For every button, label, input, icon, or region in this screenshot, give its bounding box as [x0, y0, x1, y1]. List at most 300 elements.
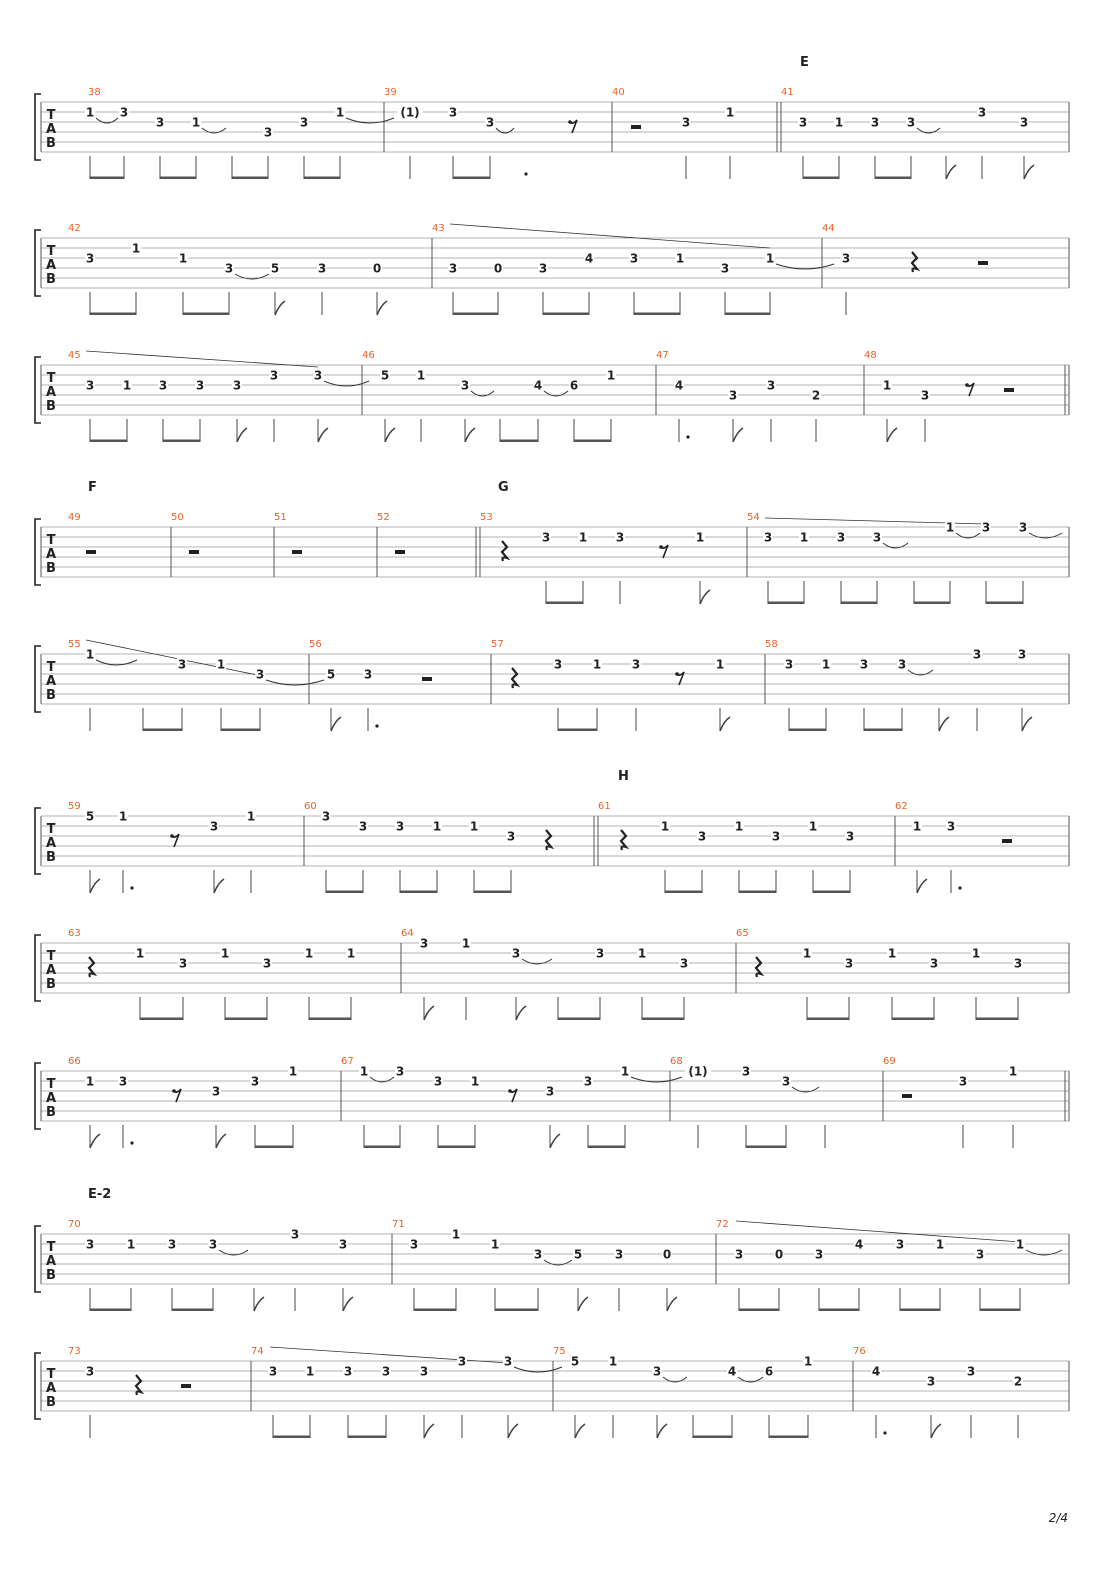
- fret-number: 3: [343, 1364, 353, 1379]
- fret-number: 3: [232, 378, 242, 393]
- fret-number: 3: [906, 115, 916, 130]
- rhythm-beam: [558, 729, 597, 732]
- measure-number: 66: [68, 1056, 81, 1067]
- eighth-flag: [946, 165, 956, 179]
- fret-number: 3: [433, 1074, 443, 1089]
- rhythm-beam: [309, 1018, 351, 1021]
- fret-number: 3: [615, 530, 625, 545]
- eighth-flag: [331, 717, 341, 731]
- fret-number: 3: [679, 956, 689, 971]
- rhythm-beam: [348, 1436, 386, 1439]
- fret-number: 3: [958, 1074, 968, 1089]
- fret-number: 1: [945, 520, 955, 535]
- fret-number: 3: [178, 956, 188, 971]
- fret-number: 3: [814, 1247, 824, 1262]
- measure-number: 45: [68, 350, 81, 361]
- fret-number: 3: [511, 946, 521, 961]
- tab-clef-letter: T: [46, 244, 56, 259]
- measure-number: 49: [68, 512, 81, 523]
- eighth-flag: [465, 428, 475, 442]
- rhythm-beam: [574, 440, 611, 443]
- rhythm-beam: [980, 1309, 1020, 1312]
- fret-number: 3: [177, 657, 187, 672]
- measure: [612, 87, 735, 179]
- quarter-rest: [546, 830, 551, 850]
- fret-number: 1: [799, 530, 809, 545]
- fret-number: 3: [629, 251, 639, 266]
- tab-clef-letter: A: [45, 122, 57, 137]
- fret-number: 3: [448, 105, 458, 120]
- eighth-flag: [667, 1297, 677, 1311]
- fret-number: 1: [660, 819, 670, 834]
- rhythm-beam: [400, 891, 437, 894]
- fret-number: 3: [419, 936, 429, 951]
- measure-number: 46: [362, 350, 375, 361]
- rhythm-beam: [841, 602, 877, 605]
- eighth-flag: [214, 879, 224, 893]
- fret-number: 1: [882, 378, 892, 393]
- eighth-flag: [657, 1424, 667, 1438]
- measure: [68, 1346, 191, 1438]
- fret-number: 1: [178, 251, 188, 266]
- fret-number: 4: [727, 1364, 737, 1379]
- fret-number: 1: [246, 809, 256, 824]
- tab-clef-letter: B: [46, 136, 56, 151]
- measure: [553, 1346, 813, 1438]
- system-bracket: [35, 808, 41, 874]
- eighth-flag: [508, 1424, 518, 1438]
- tab-clef-letter: T: [46, 1240, 56, 1255]
- fret-number: 1: [765, 251, 775, 266]
- measure-number: 53: [480, 512, 493, 523]
- measure-number: 74: [251, 1346, 264, 1357]
- measure: [68, 223, 387, 315]
- slide-line: [736, 1221, 1020, 1242]
- rhythm-beam: [474, 891, 511, 894]
- fret-number: 1: [620, 1064, 630, 1079]
- half-rest: [1002, 839, 1012, 843]
- fret-number: 3: [195, 378, 205, 393]
- tab-system: [35, 480, 1069, 604]
- fret-number: 3: [85, 1237, 95, 1252]
- rhythm-beam: [495, 1309, 538, 1312]
- section-marker: F: [88, 480, 97, 495]
- rhythm-beam: [642, 1018, 684, 1021]
- tab-clef-letter: A: [45, 836, 57, 851]
- measure: [895, 801, 1012, 893]
- fret-number: 3: [224, 261, 234, 276]
- rhythm-beam: [803, 177, 839, 180]
- tab-system: [35, 769, 1069, 893]
- measure: [341, 1056, 682, 1148]
- fret-number: 4: [674, 378, 684, 393]
- fret-number: 3: [972, 647, 982, 662]
- fret-number: 1: [304, 946, 314, 961]
- tab-clef-letter: A: [45, 385, 57, 400]
- measure-number: 70: [68, 1219, 81, 1230]
- measure: [736, 928, 1023, 1020]
- measure-number: 64: [401, 928, 414, 939]
- fret-number: 3: [681, 115, 691, 130]
- eighth-flag: [385, 428, 395, 442]
- system-bracket: [35, 646, 41, 712]
- measure-number: 41: [781, 87, 794, 98]
- rhythm-beam: [739, 1309, 779, 1312]
- tab-clef-letter: A: [45, 258, 57, 273]
- fret-number: 3: [506, 829, 516, 844]
- fret-number: 3: [119, 105, 129, 120]
- measure-number: 72: [716, 1219, 729, 1230]
- rhythm-beam: [746, 1146, 786, 1149]
- fret-number: 3: [395, 819, 405, 834]
- fret-number: 3: [395, 1064, 405, 1079]
- eighth-flag: [733, 428, 743, 442]
- fret-number: 3: [1019, 115, 1029, 130]
- fret-number: 0: [372, 261, 382, 276]
- tab-clef-letter: T: [46, 108, 56, 123]
- measure-number: 73: [68, 1346, 81, 1357]
- fret-number: 3: [155, 115, 165, 130]
- measure: [68, 1187, 353, 1311]
- fret-number: 3: [836, 530, 846, 545]
- half-rest: [422, 677, 432, 681]
- tab-clef-letter: T: [46, 949, 56, 964]
- section-marker: H: [618, 769, 629, 784]
- rhythm-beam: [500, 440, 538, 443]
- fret-number: 3: [977, 105, 987, 120]
- measure: [68, 928, 356, 1020]
- fret-number: 3: [545, 1084, 555, 1099]
- fret-number: 3: [255, 667, 265, 682]
- measure: [777, 55, 1034, 179]
- tab-clef-letter: A: [45, 547, 57, 562]
- fret-number: 3: [798, 115, 808, 130]
- tab-clef-letter: T: [46, 822, 56, 837]
- measure: [716, 1219, 1062, 1311]
- eighth-flag: [516, 1006, 526, 1020]
- half-rest: [902, 1094, 912, 1098]
- fret-number: 3: [485, 115, 495, 130]
- fret-number: 3: [595, 946, 605, 961]
- measure: [304, 801, 551, 893]
- fret-number: 3: [728, 388, 738, 403]
- measure-number: 68: [670, 1056, 683, 1067]
- fret-number: 0: [774, 1247, 784, 1262]
- half-rest: [978, 261, 988, 265]
- fret-number: 3: [1017, 647, 1027, 662]
- tab-system: [35, 55, 1069, 179]
- system-bracket: [35, 94, 41, 160]
- measure: [670, 1056, 825, 1148]
- measure-number: 50: [171, 512, 184, 523]
- fret-number: 1: [122, 378, 132, 393]
- rhythm-beam: [225, 1018, 267, 1021]
- tab-clef-letter: T: [46, 371, 56, 386]
- tab-clef-letter: A: [45, 1381, 57, 1396]
- fret-number: 5: [573, 1247, 583, 1262]
- fret-number: 3: [946, 819, 956, 834]
- fret-number: 1: [802, 946, 812, 961]
- rhythm-beam: [364, 1146, 400, 1149]
- eighth-flag: [550, 1134, 560, 1148]
- fret-number: 3: [845, 829, 855, 844]
- fret-number: 1: [715, 657, 725, 672]
- tab-clef-letter: A: [45, 674, 57, 689]
- fret-number: 3: [85, 251, 95, 266]
- fret-number: 1: [637, 946, 647, 961]
- rhythm-beam: [900, 1309, 940, 1312]
- measure: [251, 1346, 562, 1438]
- fret-number: 3: [158, 378, 168, 393]
- fret-number: 3: [844, 956, 854, 971]
- fret-number: 1: [935, 1237, 945, 1252]
- fret-number: 1: [578, 530, 588, 545]
- fret-number: 3: [766, 378, 776, 393]
- fret-number: 3: [460, 378, 470, 393]
- fret-number: 3: [209, 819, 219, 834]
- measure-number: 39: [384, 87, 397, 98]
- tab-system: [35, 223, 1069, 315]
- fret-number: 3: [541, 530, 551, 545]
- fret-number: 1: [335, 105, 345, 120]
- rhythm-beam: [255, 1146, 293, 1149]
- measure: [68, 639, 324, 731]
- eighth-flag: [343, 1297, 353, 1311]
- eighth-flag: [700, 590, 710, 604]
- fret-number: 3: [268, 1364, 278, 1379]
- fret-number: 3: [763, 530, 773, 545]
- measure-number: 75: [553, 1346, 566, 1357]
- fret-number: 3: [457, 1354, 467, 1369]
- fret-number: 3: [966, 1364, 976, 1379]
- fret-number: 1: [469, 819, 479, 834]
- fret-number: 1: [432, 819, 442, 834]
- eighth-flag: [575, 1424, 585, 1438]
- measure-number: 55: [68, 639, 81, 650]
- fret-number: 1: [305, 1364, 315, 1379]
- fret-number: 3: [631, 657, 641, 672]
- measure-number: 62: [895, 801, 908, 812]
- fret-number: 5: [380, 368, 390, 383]
- tab-system: [35, 1056, 1069, 1148]
- half-rest: [292, 550, 302, 554]
- tab-system: [35, 1346, 1069, 1438]
- rhythm-beam: [90, 440, 127, 443]
- fret-number: 3: [1013, 956, 1023, 971]
- half-rest: [181, 1384, 191, 1388]
- quarter-rest: [502, 541, 507, 561]
- eighth-flag: [216, 1134, 226, 1148]
- measure: [432, 223, 834, 315]
- fret-number: 5: [326, 667, 336, 682]
- fret-number: 3: [250, 1074, 260, 1089]
- eighth-flag: [275, 301, 285, 315]
- tab-clef-letter: A: [45, 963, 57, 978]
- rhythm-beam: [976, 1018, 1018, 1021]
- system-bracket: [35, 1226, 41, 1292]
- measure: [853, 1346, 1023, 1438]
- fret-number: 1: [85, 647, 95, 662]
- fret-number: 3: [262, 956, 272, 971]
- rhythm-beam: [140, 1018, 183, 1021]
- fret-number: 3: [870, 115, 880, 130]
- fret-number: 1: [734, 819, 744, 834]
- fret-number: 5: [570, 1354, 580, 1369]
- half-rest: [1004, 388, 1014, 392]
- fret-number: 3: [118, 1074, 128, 1089]
- measure: [747, 512, 1062, 604]
- rhythm-beam: [875, 177, 911, 180]
- measure-number: 54: [747, 512, 760, 523]
- measure-number: 42: [68, 223, 81, 234]
- rhythm-beam: [769, 1436, 808, 1439]
- fret-number: 3: [652, 1364, 662, 1379]
- rhythm-beam: [273, 1436, 310, 1439]
- rhythm-beam: [453, 177, 490, 180]
- rhythm-beam: [914, 602, 950, 605]
- measure-number: 44: [822, 223, 835, 234]
- eighth-rest-dot: [965, 383, 969, 387]
- fret-number: 1: [85, 105, 95, 120]
- fret-number: 1: [490, 1237, 500, 1252]
- dotted-rhythm: [958, 886, 961, 889]
- eighth-flag: [237, 428, 247, 442]
- fret-number: 1: [608, 1354, 618, 1369]
- measure: [68, 480, 97, 554]
- eighth-flag: [424, 1006, 434, 1020]
- half-rest: [395, 550, 405, 554]
- rhythm-beam: [768, 602, 804, 605]
- measure-number: 67: [341, 1056, 354, 1067]
- fret-number: 1: [85, 1074, 95, 1089]
- fret-number: 1: [191, 115, 201, 130]
- fret-number: 3: [734, 1247, 744, 1262]
- eighth-flag: [377, 301, 387, 315]
- fret-number: 1: [834, 115, 844, 130]
- fret-number: 4: [533, 378, 543, 393]
- eighth-rest-dot: [675, 672, 679, 676]
- fret-number: 3: [269, 368, 279, 383]
- fret-number: 1: [725, 105, 735, 120]
- tab-clef-letter: B: [46, 850, 56, 865]
- rhythm-beam: [221, 729, 260, 732]
- eighth-flag: [424, 1424, 434, 1438]
- eighth-flag: [917, 879, 927, 893]
- fret-number: 1: [461, 936, 471, 951]
- half-rest: [189, 550, 199, 554]
- quarter-rest: [136, 1375, 141, 1395]
- fret-number: 1: [470, 1074, 480, 1089]
- measure: [765, 639, 1032, 731]
- quarter-rest: [89, 957, 94, 977]
- measure: [384, 87, 577, 179]
- tab-clef-letter: B: [46, 272, 56, 287]
- fret-number: 6: [764, 1364, 774, 1379]
- measure: [309, 639, 432, 731]
- fret-number: 1: [695, 530, 705, 545]
- measure-number: 63: [68, 928, 81, 939]
- fret-number: 2: [811, 388, 821, 403]
- rhythm-beam: [588, 1146, 625, 1149]
- tab-systems: [35, 55, 1069, 1438]
- fret-number: 1: [216, 657, 226, 672]
- fret-number: 3: [363, 667, 373, 682]
- fret-number: 3: [338, 1237, 348, 1252]
- fret-number: 3: [317, 261, 327, 276]
- rhythm-beam: [453, 313, 498, 316]
- system-bracket: [35, 357, 41, 423]
- tab-clef-letter: A: [45, 1091, 57, 1106]
- tab-clef-letter: B: [46, 561, 56, 576]
- fret-number: 3: [872, 530, 882, 545]
- fret-number: 1: [416, 368, 426, 383]
- rhythm-beam: [725, 313, 770, 316]
- eighth-flag: [254, 1297, 264, 1311]
- half-rest: [631, 125, 641, 129]
- measure: [491, 639, 730, 731]
- fret-number: 3: [720, 261, 730, 276]
- rhythm-beam: [819, 1309, 859, 1312]
- rhythm-beam: [90, 1309, 131, 1312]
- fret-number: 1: [131, 241, 141, 256]
- fret-number: 1: [359, 1064, 369, 1079]
- measure: [594, 769, 855, 893]
- eighth-flag: [720, 717, 730, 731]
- eighth-rest-dot: [170, 834, 174, 838]
- system-bracket: [35, 1063, 41, 1129]
- rhythm-beam: [892, 1018, 934, 1021]
- measure-number: 52: [377, 512, 390, 523]
- measure: [68, 1056, 298, 1148]
- system-bracket: [35, 935, 41, 1001]
- rhythm-beam: [634, 313, 680, 316]
- fret-number: 1: [887, 946, 897, 961]
- fret-number: 1: [126, 1237, 136, 1252]
- measure-number: 56: [309, 639, 322, 650]
- measure-number: 71: [392, 1219, 405, 1230]
- fret-number: 4: [871, 1364, 881, 1379]
- fret-number: 3: [211, 1084, 221, 1099]
- fret-number: 0: [493, 261, 503, 276]
- measure-number: 57: [491, 639, 504, 650]
- fret-number: 3: [859, 657, 869, 672]
- measure-number: 58: [765, 639, 778, 650]
- rhythm-beam: [90, 177, 124, 180]
- section-marker: G: [498, 480, 509, 495]
- fret-number: 3: [533, 1247, 543, 1262]
- rhythm-beam: [864, 729, 902, 732]
- measure: [822, 223, 988, 315]
- fret-number: 3: [358, 819, 368, 834]
- dotted-rhythm: [524, 172, 527, 175]
- tab-clef-letter: T: [46, 1367, 56, 1382]
- eighth-flag: [887, 428, 897, 442]
- tab-clef-letter: B: [46, 1105, 56, 1120]
- fret-number: 3: [503, 1354, 513, 1369]
- rhythm-beam: [546, 602, 583, 605]
- dotted-rhythm: [686, 435, 689, 438]
- eighth-flag: [578, 1297, 588, 1311]
- fret-number: 3: [920, 388, 930, 403]
- fret-number: 3: [781, 1074, 791, 1089]
- eighth-rest-dot: [172, 1089, 176, 1093]
- measure: [883, 1056, 1018, 1148]
- rhythm-beam: [438, 1146, 475, 1149]
- measure-number: 38: [88, 87, 101, 98]
- quarter-rest: [512, 668, 517, 688]
- fret-number: 1: [971, 946, 981, 961]
- system-bracket: [35, 1353, 41, 1419]
